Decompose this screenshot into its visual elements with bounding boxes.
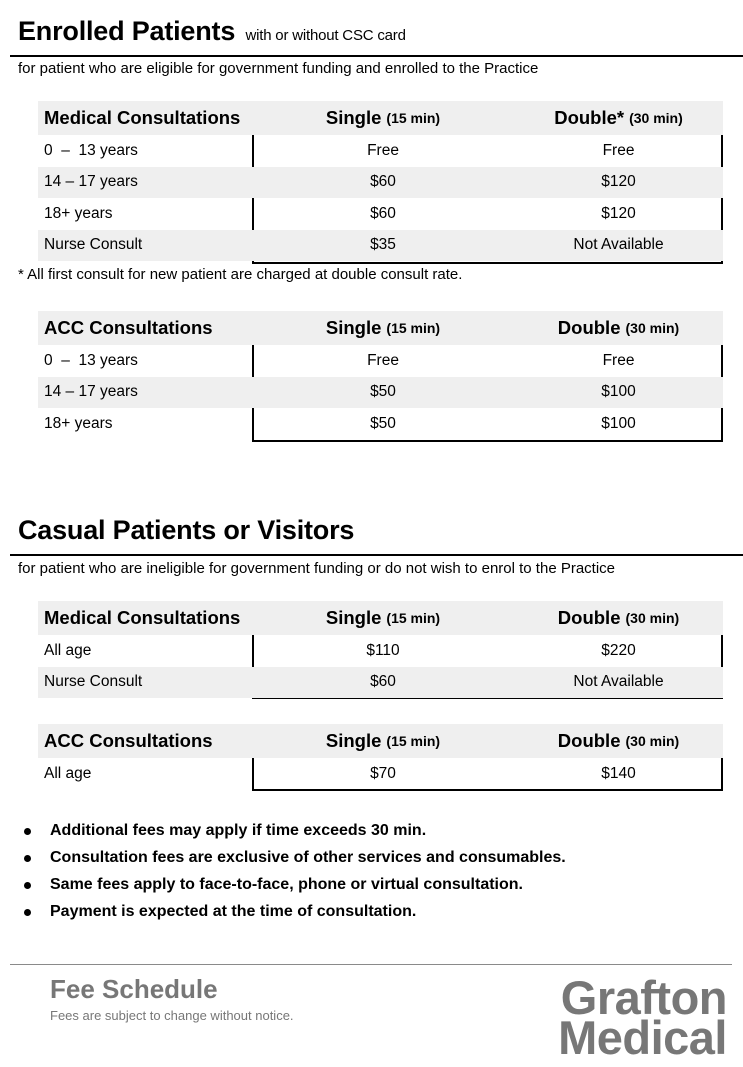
double-fee: $100	[514, 377, 723, 409]
double-rate-footnote: * All first consult for new patient are charged at double consult rate.	[18, 266, 463, 283]
list-item: Consultation fees are exclusive of other services and consumables.	[22, 845, 722, 872]
enrolled-title-suffix: with or without CSC card	[245, 27, 406, 44]
row-label: 0 – 13 years	[44, 141, 138, 159]
single-fee: Free	[367, 351, 399, 369]
table-row	[38, 377, 723, 409]
logo-line-2: Medical	[558, 1011, 727, 1064]
enrolled-title: Enrolled Patients	[18, 16, 236, 46]
fee-notes-list	[22, 818, 722, 925]
casual-acc-table	[38, 724, 723, 790]
bullet-icon	[24, 855, 31, 862]
row-label: 18+ years	[44, 414, 113, 432]
double-fee: Free	[602, 141, 635, 159]
single-fee: $35	[252, 230, 514, 262]
single-fee: $60	[252, 167, 514, 199]
casual-medical-table	[38, 601, 723, 698]
table-heading: Medical Consultations	[38, 101, 252, 135]
table-row	[38, 758, 723, 790]
list-item: Payment is expected at the time of consultation.	[22, 898, 722, 925]
table-row	[38, 167, 723, 199]
enrolled-subtitle: for patient who are eligible for government funding and enrolled to the Practice	[18, 60, 539, 77]
double-fee: Not Available	[514, 667, 723, 699]
single-fee: $60	[252, 667, 514, 699]
table-row	[38, 635, 723, 667]
table-header-row	[38, 724, 723, 758]
table-heading: ACC Consultations	[38, 311, 252, 345]
grafton-medical-logo	[527, 971, 727, 1064]
double-fee: $120	[514, 167, 723, 199]
table-row	[38, 230, 723, 262]
list-item: Additional fees may apply if time exceeds 30 min.	[22, 818, 722, 845]
double-column-header: Double (30 min)	[514, 601, 723, 635]
bullet-icon	[24, 828, 31, 835]
section-divider	[10, 55, 743, 57]
footer-divider	[10, 964, 732, 965]
enrolled-medical-table	[38, 101, 723, 261]
single-column-header: Single (15 min)	[252, 601, 514, 635]
double-fee: $140	[601, 764, 636, 782]
bullet-icon	[24, 909, 31, 916]
bullet-icon	[24, 882, 31, 889]
double-column-header: Double (30 min)	[514, 311, 723, 345]
table-heading: Medical Consultations	[38, 601, 252, 635]
table-row	[38, 667, 723, 699]
enrolled-section-title	[18, 16, 406, 47]
single-fee: $60	[370, 204, 396, 222]
casual-subtitle: for patient who are ineligible for government funding or do not wish to enrol to the Practice	[18, 560, 616, 577]
double-column-header: Double* (30 min)	[514, 101, 723, 135]
footer-title: Fee Schedule	[50, 974, 218, 1004]
double-fee: $220	[601, 641, 636, 659]
table-header-row	[38, 601, 723, 635]
table-row	[38, 135, 723, 167]
row-label: 18+ years	[44, 204, 113, 222]
single-column-header: Single (15 min)	[252, 724, 514, 758]
row-label: 14 – 17 years	[38, 377, 252, 409]
table-header-row	[38, 101, 723, 135]
casual-section-title: Casual Patients or Visitors	[18, 515, 355, 545]
enrolled-acc-table	[38, 311, 723, 440]
table-heading: ACC Consultations	[38, 724, 252, 758]
table-row	[38, 198, 723, 230]
row-label: Nurse Consult	[38, 230, 252, 262]
table-header-row	[38, 311, 723, 345]
section-divider	[10, 554, 743, 556]
single-column-header: Single (15 min)	[252, 311, 514, 345]
single-fee: $70	[370, 764, 396, 782]
single-fee: Free	[367, 141, 399, 159]
footer-note: Fees are subject to change without notice.	[50, 1008, 294, 1023]
single-fee: $50	[370, 414, 396, 432]
double-fee: $100	[601, 414, 636, 432]
single-column-header: Single (15 min)	[252, 101, 514, 135]
row-label: 14 – 17 years	[38, 167, 252, 199]
double-fee: Not Available	[514, 230, 723, 262]
double-fee: Free	[602, 351, 635, 369]
logo-line-1: Grafton	[560, 971, 727, 1024]
row-label: 0 – 13 years	[44, 351, 138, 369]
list-item: Same fees apply to face-to-face, phone or virtual consultation.	[22, 872, 722, 899]
row-label: All age	[44, 764, 92, 782]
table-row	[38, 345, 723, 377]
row-label: All age	[44, 641, 92, 659]
table-row	[38, 408, 723, 440]
single-fee: $110	[366, 641, 400, 659]
row-label: Nurse Consult	[38, 667, 252, 699]
single-fee: $50	[252, 377, 514, 409]
double-column-header: Double (30 min)	[514, 724, 723, 758]
double-fee: $120	[601, 204, 636, 222]
